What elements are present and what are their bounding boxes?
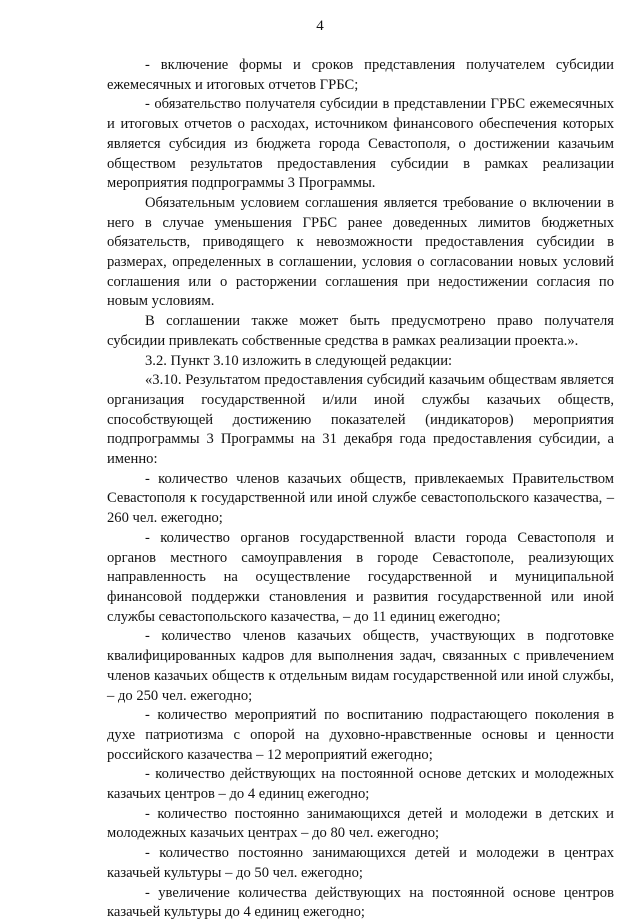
list-item: - количество действующих на постоянной основе детских и молодежных казачьих центров – до 4 единиц ежегодно;	[107, 766, 614, 803]
list-item: - количество органов государственной власти города Севастополя и органов местного самоуправления в городе Севастополе, реализующих направленность на осуществление государственной и муниципальной финансовой поддержки становления и развития государственной или иной службы севастопольского казачества, – до 11 единиц ежегодно;	[107, 529, 614, 625]
paragraph-own-funds: В соглашении также может быть предусмотрено право получателя субсидии привлекать собственные средства в рамках реализации проекта.».	[107, 313, 614, 349]
paragraph-clause-3-2: 3.2. Пункт 3.10 изложить в следующей редакции:	[145, 352, 453, 369]
list-item: - количество членов казачьих обществ, привлекаемых Правительством Севастополя к государственной или иной службе севастопольского казачества, – 260 чел. ежегодно;	[107, 470, 614, 527]
list-item: - количество постоянно занимающихся детей и молодежи в центрах казачьей культуры – до 50 чел. ежегодно;	[107, 845, 614, 881]
paragraph-report-forms: - включение формы и сроков представления получателем субсидии ежемесячных и итоговых отчетов ГРБС;	[107, 57, 614, 93]
page-number: 4	[316, 18, 324, 34]
list-item: - количество постоянно занимающихся детей и молодежи в детских и молодежных казачьих центрах – до 80 чел. ежегодно;	[107, 805, 614, 842]
list-item: - количество мероприятий по воспитанию подрастающего поколения в духе патриотизма с опорой на духовно-нравственные основы и ценности российского казачества – 12 мероприятий ежегодно;	[107, 707, 614, 763]
list-item: - увеличение количества действующих на постоянной основе центров казачьей культуры до 4 единиц ежегодно;	[107, 884, 614, 921]
list-item: - количество членов казачьих обществ, участвующих в подготовке квалифицированных кадров для выполнения задач, связанных с привлечением членов казачьих обществ к отдельным видам государственной или иной службы, – до 250 чел. ежегодно;	[107, 628, 614, 704]
paragraph-clause-3-10: «3.10. Результатом предоставления субсидий казачьим обществам является организация государственной и/или иной службы казачьих обществ, способствующей достижению показателей (индикаторов) мероприятия подпрограммы 3 Программы на 31 декабря года предоставления субсидии, а именно:	[107, 372, 614, 468]
document-body	[107, 56, 614, 923]
paragraph-reporting-obligation: - обязательство получателя субсидии в представлении ГРБС ежемесячных и итоговых отчетов о расходах, источником финансового обеспечения которых является субсидия из бюджета города Севастополя, о достижении казачьим обществом результатов предоставления субсидии в рамках реализации мероприятия подпрограммы 3 Программы.	[107, 96, 614, 192]
paragraph-mandatory-condition: Обязательным условием соглашения является требование о включении в него в случае уменьшения ГРБС ранее доведенных лимитов бюджетных обязательств, приводящего к невозможности предоставления субсидии в размерах, определенных в соглашении, условия о согласовании новых условий соглашения или о расторжении соглашения при недостижении согласия по новым условиям.	[107, 194, 614, 310]
